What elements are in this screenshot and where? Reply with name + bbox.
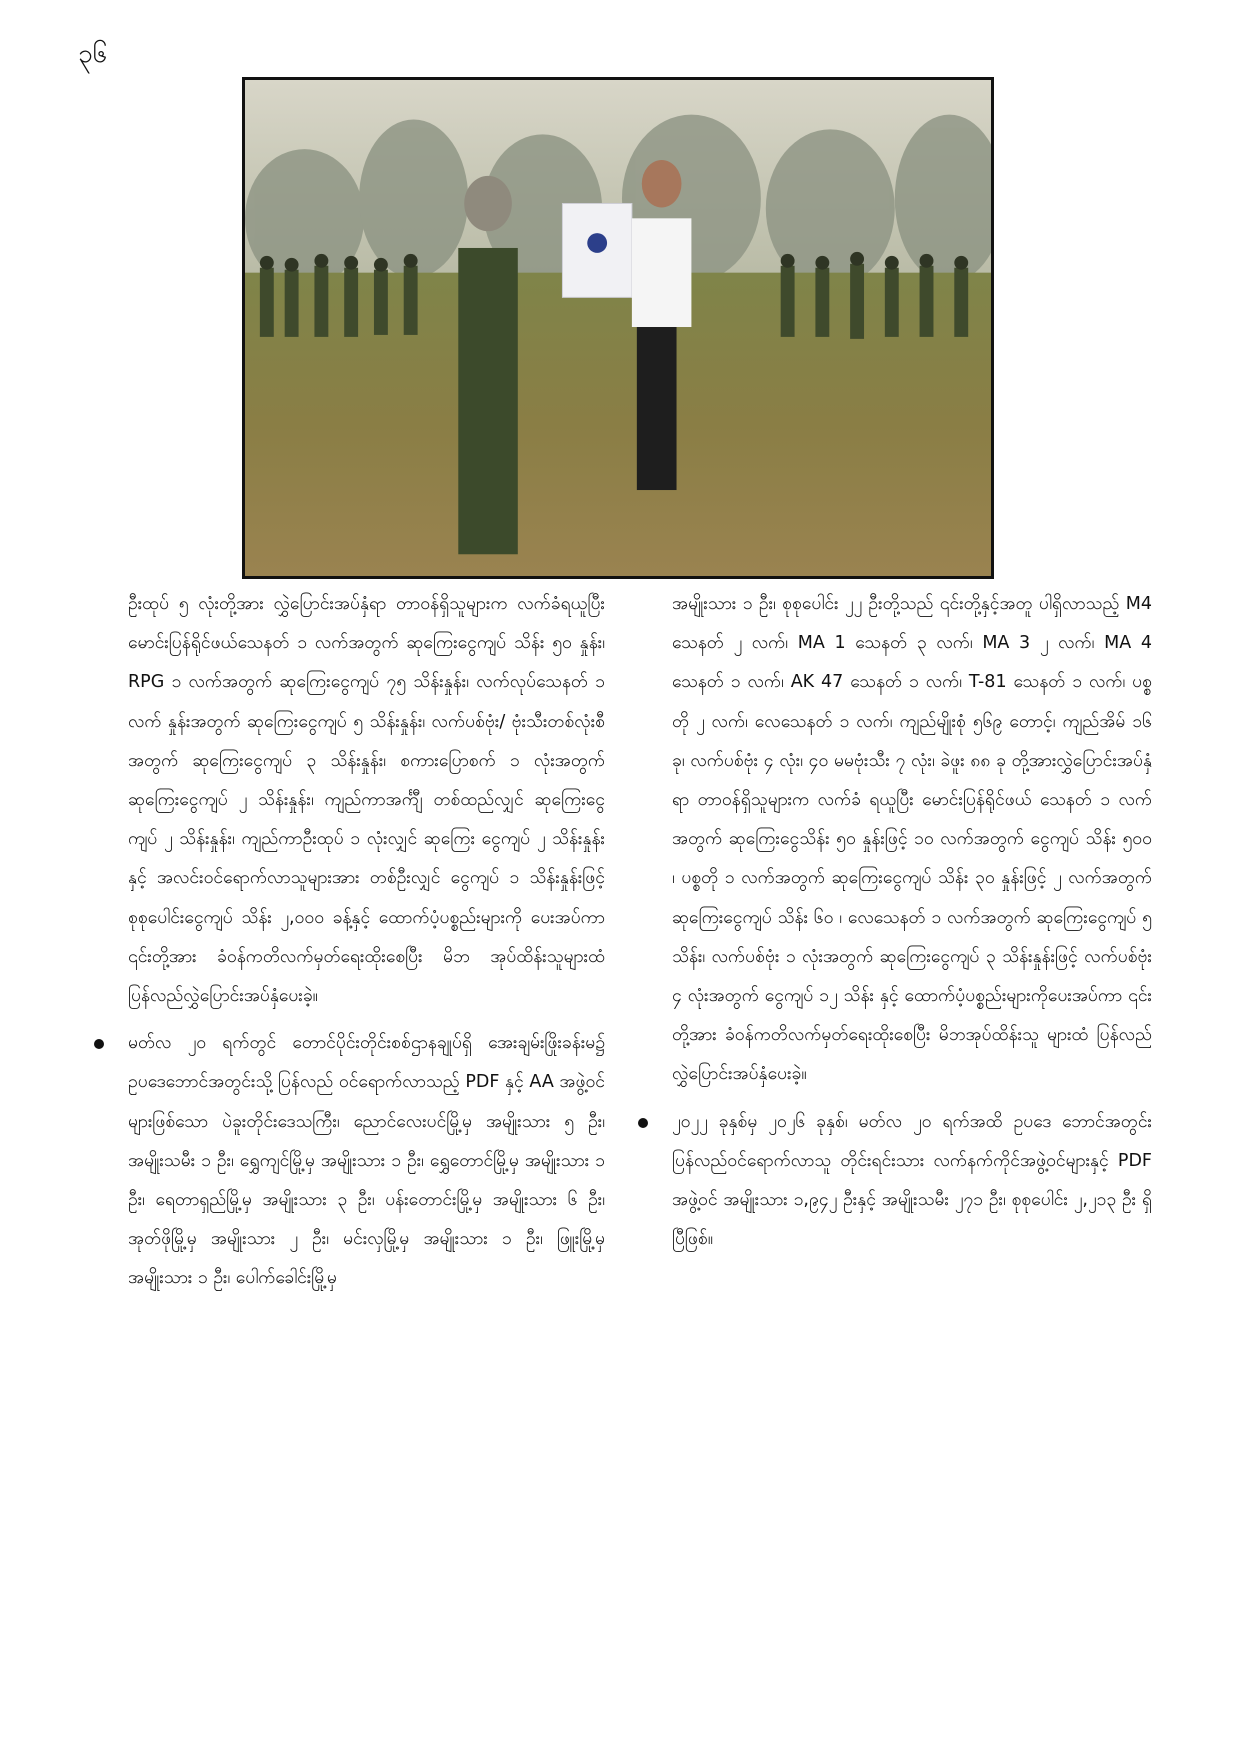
bullet-item: [672, 1103, 1152, 1260]
bullet-text: ၂၀၂၂ ခုနှစ်မှ ၂၀၂၆ ခုနှစ်၊ မတ်လ ၂၀ ရက်အထိ ဥပဒေ ဘောင်အတွင်း ပြန်လည်ဝင်ရောက်လာသူ တိုင်းရင်းသား လက်နက်ကိုင်အဖွဲ့ဝင်များနှင့် PDF အဖွဲ့ဝင် အမျိုးသား ၁,၉၄၂ ဦးနှင့် အမျိုးသမီး ၂၇၁ ဦး၊ စုစုပေါင်း ၂,၂၁၃ ဦး ရှိပြီဖြစ်။: [672, 1111, 1152, 1250]
page-number: ၃၆: [78, 39, 108, 69]
ceremony-photo: [242, 77, 994, 579]
bullet-icon: [638, 1118, 648, 1128]
photo-illustration: [245, 80, 991, 576]
bullet-icon: [94, 1039, 104, 1049]
bullet-item: [128, 1024, 605, 1298]
left-column: [128, 585, 605, 1307]
right-paragraph: အမျိုးသား ၁ ဦး၊ စုစုပေါင်း ၂၂ ဦးတို့သည် ၎င်းတို့နှင့်အတူ ပါရှိလာသည့် M4 သေနတ် ၂ လက်၊ MA 1 သေနတ် ၃ လက်၊ MA 3 ၂ လက်၊ MA 4 သေနတ် ၁ လက်၊ AK 47 သေနတ် ၁ လက်၊ T-81 သေနတ် ၁ လက်၊ ပစ္စတို ၂ လက်၊ လေသေနတ် ၁ လက်၊ ကျည်မျိုးစုံ ၅၆၉ တောင့်၊ ကျည်အိမ် ၁၆ ခု၊ လက်ပစ်ဗုံး ၄ လုံး၊ ၄၀ မမဗုံးသီး ၇ လုံး၊ ခဲဖူး ၈၈ ခု တို့အားလွှဲပြောင်းအပ်နှံရာ တာဝန်ရှိသူများက လက်ခံ ရယူပြီး မောင်းပြန်ရိုင်ဖယ် သေနတ် ၁ လက်အတွက် ဆုကြေးငွေသိန်း ၅၀ နှုန်းဖြင့် ၁၀ လက်အတွက် ငွေကျပ် သိန်း ၅၀၀ ၊ ပစ္စတို ၁ လက်အတွက် ဆုကြေးငွေကျပ် သိန်း ၃၀ နှုန်းဖြင့် ၂ လက်အတွက် ဆုကြေးငွေကျပ် သိန်း ၆၀ ၊ လေသေနတ် ၁ လက်အတွက် ဆုကြေးငွေကျပ် ၅ သိန်း၊ လက်ပစ်ဗုံး ၁ လုံးအတွက် ဆုကြေးငွေကျပ် ၃ သိန်းနှုန်းဖြင့် လက်ပစ်ဗုံး ၄ လုံးအတွက် ငွေကျပ် ၁၂ သိန်း နှင့် ထောက်ပံ့ပစ္စည်းများကိုပေးအပ်ကာ ၎င်းတို့အား ခံဝန်ကတိလက်မှတ်ရေးထိုးစေပြီး မိဘအုပ်ထိန်းသူ များထံ ပြန်လည်လွှဲပြောင်းအပ်နှံပေးခဲ့။: [672, 594, 1152, 1085]
bullet-text: မတ်လ ၂၀ ရက်တွင် တောင်ပိုင်းတိုင်းစစ်ဌာနချုပ်ရှိ အေးချမ်းဖြိုးခန်းမ၌ ဥပဒေဘောင်အတွင်းသို့ ပြန်လည် ဝင်ရောက်လာသည့် PDF နှင့် AA အဖွဲ့ဝင်များဖြစ်သော ပဲခူးတိုင်းဒေသကြီး၊ ညောင်လေးပင်မြို့မှ အမျိုးသား ၅ ဦး၊ အမျိုးသမီး ၁ ဦး၊ ရွှေကျင်မြို့မှ အမျိုးသား ၁ ဦး၊ ရွှေတောင်မြို့မှ အမျိုးသား ၁ ဦး၊ ရေတာရှည်မြို့မှ အမျိုးသား ၃ ဦး၊ ပန်းတောင်းမြို့မှ အမျိုးသား ၆ ဦး၊ အုတ်ဖိုမြို့မှ အမျိုးသား ၂ ဦး၊ မင်းလှမြို့မှ အမျိုးသား ၁ ဦး၊ ဖြူးမြို့မှ အမျိုးသား ၁ ဦး၊ ပေါက်ခေါင်းမြို့မှ: [128, 1033, 605, 1289]
left-paragraph: ဦးထုပ် ၅ လုံးတို့အား လွှဲပြောင်းအပ်နှံရာ တာဝန်ရှိသူများက လက်ခံရယူပြီး မောင်းပြန်ရိုင်ဖယ်သေနတ် ၁ လက်အတွက် ဆုကြေးငွေကျပ် သိန်း ၅၀ နှုန်း၊ RPG ၁ လက်အတွက် ဆုကြေးငွေကျပ် ၇၅ သိန်းနှုန်း၊ လက်လုပ်သေနတ် ၁ လက် နှုန်းအတွက် ဆုကြေးငွေကျပ် ၅ သိန်းနှုန်း၊ လက်ပစ်ဗုံး/ ဗုံးသီးတစ်လုံးစီအတွက် ဆုကြေးငွေကျပ် ၃ သိန်းနှုန်း၊ စကားပြောစက် ၁ လုံးအတွက် ဆုကြေးငွေကျပ် ၂ သိန်းနှုန်း၊ ကျည်ကာအင်္ကျီ တစ်ထည်လျှင် ဆုကြေးငွေ ကျပ် ၂ သိန်းနှုန်း၊ ကျည်ကာဦးထုပ် ၁ လုံးလျှင် ဆုကြေး ငွေကျပ် ၂ သိန်းနှုန်းနှင့် အလင်းဝင်ရောက်လာသူများအား တစ်ဦးလျှင် ငွေကျပ် ၁ သိန်းနှုန်းဖြင့် စုစုပေါင်းငွေကျပ် သိန်း ၂,၀၀၀ ခန့်နှင့် ထောက်ပံ့ပစ္စည်းများကို ပေးအပ်ကာ ၎င်းတို့အား ခံဝန်ကတိလက်မှတ်ရေးထိုးစေပြီး မိဘ အုပ်ထိန်းသူများထံ ပြန်လည်လွှဲပြောင်းအပ်နှံပေးခဲ့။: [128, 594, 605, 1007]
right-column: [672, 585, 1152, 1267]
